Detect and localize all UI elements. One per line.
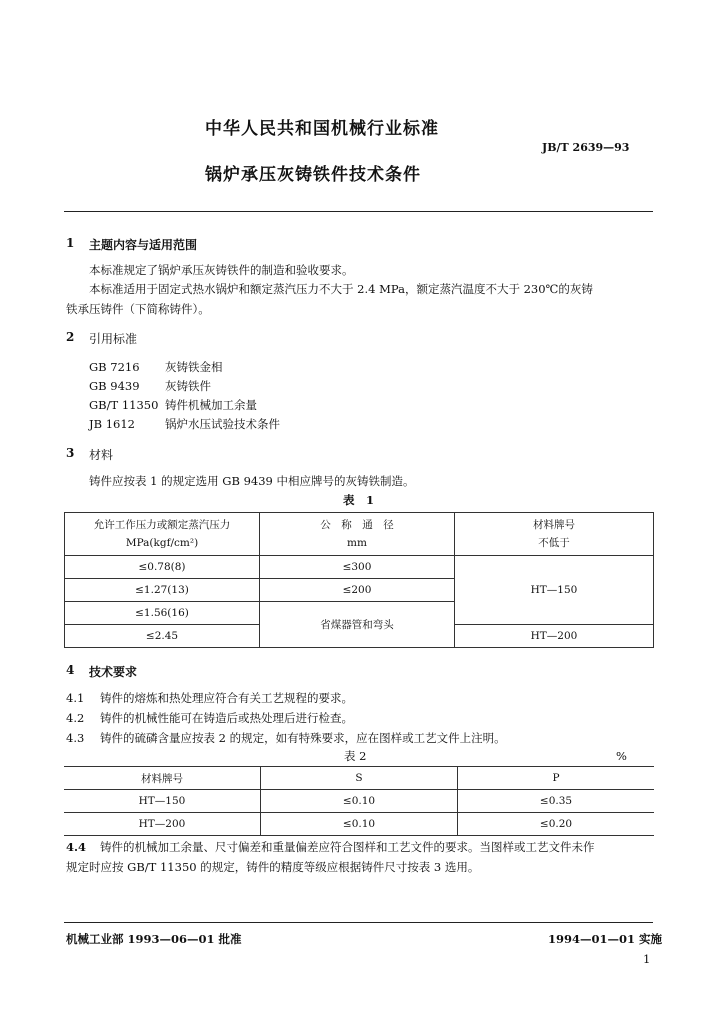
table-2-cell: ≤0.20 <box>458 813 655 836</box>
table-2-cell: ≤0.35 <box>458 790 655 813</box>
item-text: 铸件的熔炼和热处理应符合有关工艺规程的要求。 <box>100 691 353 705</box>
ref-name: 铸件机械加工余量 <box>165 398 257 412</box>
section-1-heading: 主题内容与适用范围 <box>89 238 198 252</box>
section-3-number: 3 <box>66 446 75 460</box>
item-number: 4.3 <box>66 731 85 745</box>
table-2-cell: ≤0.10 <box>261 790 458 813</box>
table-2-cell: ≤0.10 <box>261 813 458 836</box>
org-title: 中华人民共和国机械行业标准 <box>205 119 439 139</box>
table-1-cell-pressure: ≤2.45 <box>65 625 260 648</box>
table-1-caption: 表 1 <box>343 493 375 507</box>
item-number: 4.1 <box>66 691 85 705</box>
ref-code: GB 9439 <box>89 379 140 393</box>
page-number: 1 <box>643 952 651 966</box>
ref-name: 灰铸铁件 <box>165 379 211 393</box>
table-1-cell-grade: HT—200 <box>455 625 654 648</box>
item-4-4-number: 4.4 <box>66 840 87 854</box>
table-2-unit: % <box>616 749 627 763</box>
table-1-cell-grade: HT—150 <box>455 556 654 625</box>
header-line: 不低于 <box>538 537 570 549</box>
effective-date: 1994—01—01 实施 <box>548 932 663 946</box>
section-1-number: 1 <box>66 236 75 250</box>
table-2-cell: HT—200 <box>64 813 261 836</box>
section-4-heading: 技术要求 <box>89 665 138 679</box>
item-text: 铸件的硫磷含量应按表 2 的规定，如有特殊要求，应在图样或工艺文件上注明。 <box>100 731 506 745</box>
ref-code: GB 7216 <box>89 360 140 374</box>
section-2-heading: 引用标准 <box>89 332 138 346</box>
table-2 <box>64 766 654 836</box>
ref-code: GB/T 11350 <box>89 398 159 412</box>
table-1-cell-pressure: ≤0.78(8) <box>65 556 260 579</box>
approval-date: 机械工业部 1993—06—01 批准 <box>66 932 242 946</box>
section-3-heading: 材料 <box>89 448 114 462</box>
table-1-cell-diameter: 省煤器管和弯头 <box>260 602 455 648</box>
item-4-4-line-2: 规定时应按 GB/T 11350 的规定，铸件的精度等级应根据铸件尺寸按表 3 选用。 <box>66 860 480 874</box>
item-text: 铸件的机械性能可在铸造后或热处理后进行检查。 <box>100 711 353 725</box>
table-2-header: 材料牌号 <box>64 767 261 790</box>
item-number: 4.2 <box>66 711 85 725</box>
document-title: 锅炉承压灰铸铁件技术条件 <box>205 165 421 185</box>
section-1-paragraph-1: 本标准规定了锅炉承压灰铸铁件的制造和验收要求。 <box>89 263 354 277</box>
header-line: 公 称 通 径 <box>320 519 394 531</box>
header-rule <box>64 211 653 212</box>
header-line: mm <box>347 537 367 549</box>
section-2-number: 2 <box>66 330 75 344</box>
table-1-cell-diameter: ≤300 <box>260 556 455 579</box>
table-2-header: P <box>458 767 655 790</box>
section-1-paragraph-2-line-1: 本标准适用于固定式热水锅炉和额定蒸汽压力不大于 2.4 MPa，额定蒸汽温度不大于 230℃的灰铸 <box>89 282 593 296</box>
table-1-cell-pressure: ≤1.56(16) <box>65 602 260 625</box>
table-1 <box>64 512 654 648</box>
section-4-number: 4 <box>66 663 75 677</box>
header-line: 材料牌号 <box>533 519 575 531</box>
table-1-cell-pressure: ≤1.27(13) <box>65 579 260 602</box>
table-1-header-diameter <box>260 513 455 556</box>
standard-code: JB/T 2639—93 <box>542 141 630 154</box>
ref-code: JB 1612 <box>89 417 135 431</box>
table-1-header-pressure <box>65 513 260 556</box>
table-1-cell-diameter: ≤200 <box>260 579 455 602</box>
table-1-header-grade <box>455 513 654 556</box>
table-2-cell: HT—150 <box>64 790 261 813</box>
header-line: 允许工作压力或额定蒸汽压力 <box>93 519 231 531</box>
item-4-4-line-1: 铸件的机械加工余量、尺寸偏差和重量偏差应符合图样和工艺文件的要求。当图样或工艺文件未作 <box>100 840 595 854</box>
ref-name: 锅炉水压试验技术条件 <box>165 417 280 431</box>
section-3-paragraph: 铸件应按表 1 的规定选用 GB 9439 中相应牌号的灰铸铁制造。 <box>89 474 415 488</box>
ref-name: 灰铸铁金相 <box>165 360 223 374</box>
footer-rule <box>64 922 653 923</box>
section-1-paragraph-2-line-2: 铁承压铸件（下简称铸件）。 <box>66 302 210 316</box>
header-line: MPa(kgf/cm²) <box>125 537 199 549</box>
table-2-header: S <box>261 767 458 790</box>
table-2-caption: 表 2 <box>344 749 367 763</box>
